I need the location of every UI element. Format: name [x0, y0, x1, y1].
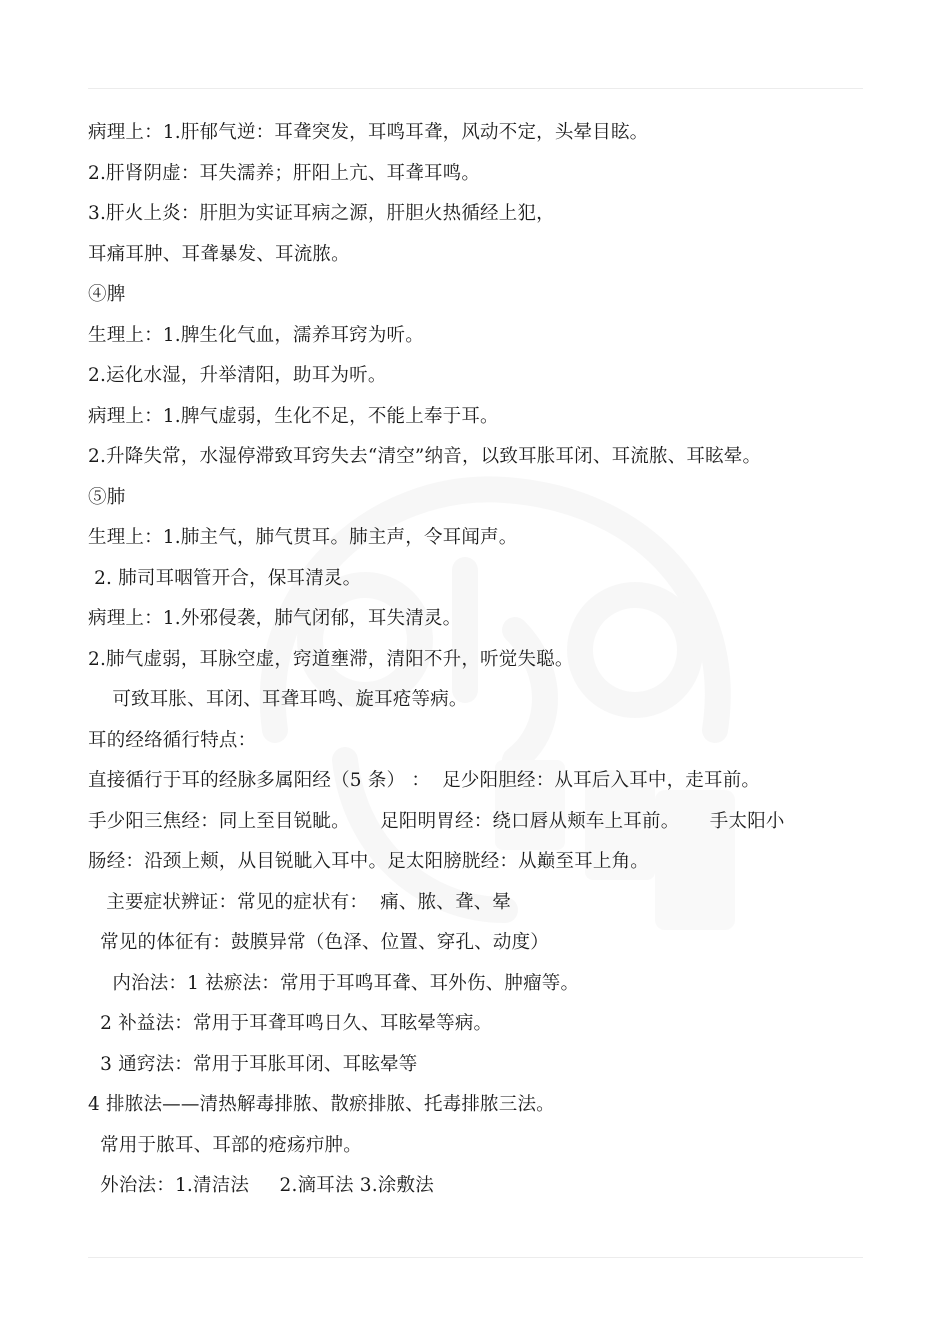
- text-line: 病理上：1.外邪侵袭，肺气闭郁，耳失清灵。: [88, 608, 462, 629]
- text-line: 可致耳胀、耳闭、耳聋耳鸣、旋耳疮等病。: [88, 689, 468, 710]
- text-line: 直接循行于耳的经脉多属阳经（5 条） ： 足少阳胆经：从耳后入耳中，走耳前。: [88, 770, 761, 791]
- text-line: 2.升降失常，水湿停滞致耳窍失去“清空”纳音，以致耳胀耳闭、耳流脓、耳眩晕。: [88, 446, 762, 467]
- text-line: 病理上：1.肝郁气逆：耳聋突发，耳鸣耳聋，风动不定，头晕目眩。: [88, 122, 649, 143]
- section-heading-spleen: ④脾: [88, 284, 126, 305]
- text-line: 常用于脓耳、耳部的疮疡疖肿。: [88, 1134, 362, 1156]
- top-divider: [88, 88, 863, 89]
- section-heading-lung: ⑤肺: [88, 486, 126, 508]
- text-line: 2.肝肾阴虚：耳失濡养；肝阳上亢、耳聋耳鸣。: [88, 162, 481, 184]
- text-line: 常见的体征有：鼓膜异常（色泽、位置、穿孔、动度）: [88, 932, 549, 953]
- text-line: 耳痛耳肿、耳聋暴发、耳流脓。: [88, 243, 350, 265]
- text-line: 内治法：1 祛瘀法：常用于耳鸣耳聋、耳外伤、肿瘤等。: [88, 972, 580, 994]
- text-line: 3.肝火上炎：肝胆为实证耳病之源，肝胆火热循经上犯，: [88, 203, 555, 224]
- text-line: 肠经：沿颈上颊，从目锐眦入耳中。足太阳膀胱经：从巅至耳上角。: [88, 851, 650, 872]
- text-line: 病理上：1.脾气虚弱，生化不足，不能上奉于耳。: [88, 405, 499, 427]
- text-line: 外治法：1.清洁法 2.滴耳法 3.涂敷法: [88, 1175, 434, 1196]
- text-line: 手少阳三焦经：同上至目锐眦。 足阳明胃经：绕口唇从颊车上耳前。 手太阳小: [88, 810, 785, 832]
- text-line: 2.肺气虚弱，耳脉空虚，窍道壅滞，清阳不升，听觉失聪。: [88, 648, 574, 670]
- section-heading-meridians: 耳的经络循行特点：: [88, 729, 257, 751]
- text-line: 2 补益法：常用于耳聋耳鸣日久、耳眩晕等病。: [88, 1013, 493, 1034]
- text-line: 生理上：1.肺主气，肺气贯耳。肺主声，令耳闻声。: [88, 527, 518, 548]
- text-line: 生理上：1.脾生化气血，濡养耳窍为听。: [88, 324, 424, 346]
- text-line: 主要症状辨证：常见的症状有： 痛、脓、聋、晕: [88, 891, 512, 913]
- text-line: 2.运化水湿，升举清阳，助耳为听。: [88, 365, 387, 386]
- text-line: 3 通窍法：常用于耳胀耳闭、耳眩晕等: [88, 1053, 418, 1075]
- text-line: 4 排脓法——清热解毒排脓、散瘀排脓、托毒排脓三法。: [88, 1094, 555, 1115]
- bottom-divider: [88, 1257, 863, 1258]
- text-line: 2. 肺司耳咽管开合，保耳清灵。: [88, 567, 362, 589]
